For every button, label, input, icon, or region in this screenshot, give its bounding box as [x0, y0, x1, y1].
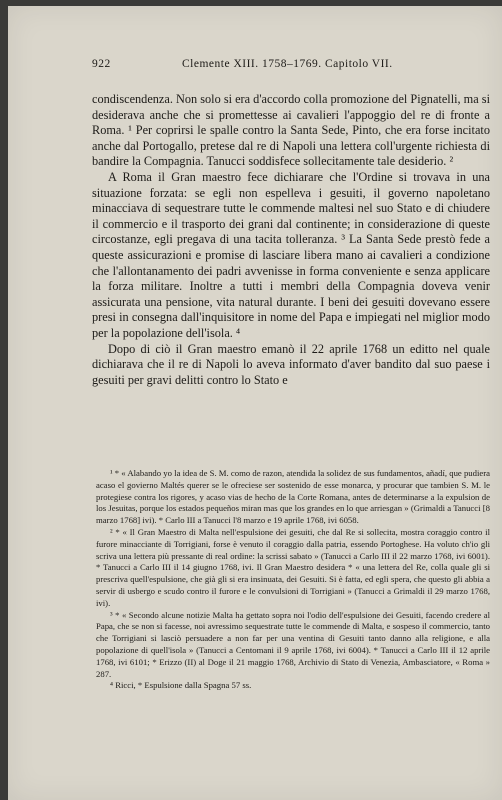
body-paragraph: Dopo di ciò il Gran maestro emanò il 22 aprile 1768 un editto nel quale dichiarava che il re di Napoli lo aveva informato d'aver bandito dal suo paese i gesuiti per gravi delitti contro lo Stato e [92, 341, 490, 387]
body-paragraph: A Roma il Gran maestro fece dichiarare che l'Ordine si trovava in una situazione forzata: se egli non espelleva i gesuiti, il governo napoletano minacciava di sequestrare tutte le commende maltesi nel suo Stato e di chiudere il commercio e il trasporto dei grani dal continente; in considerazione di queste circostanze, egli pregava di una tacita tolleranza. ³ La Santa Sede prestò fede a queste assicurazioni e promise di lasciare libera mano ai cavalieri a condizione che l'allontanamento dei padri avvenisse in forma conveniente e senza applicare la forza militare. Inoltre a tutti i membri della Compagnia doveva venir assicurata una pensione, vita natural durante. I beni dei gesuiti dovevano essere presi in consegna dall'inquisitore in nome del Papa e impiegati nel miglior modo per la popolazione dell'isola. ⁴ [92, 169, 490, 340]
page-header [92, 58, 488, 76]
running-title: Clemente XIII. 1758–1769. Capitolo VII. [182, 58, 393, 70]
footnote: ⁴ Ricci, * Espulsione dalla Spagna 57 ss. [110, 680, 252, 691]
page-number: 922 [92, 58, 111, 70]
footnotes [96, 468, 490, 692]
footnote: ² * « Il Gran Maestro di Malta nell'espulsione dei gesuiti, che dal Re si sollecita, mostra coraggio contro il furore minacciante di Torrigiani, forse è venuto il coraggio dalla patria, essendo Portoghese. Ha voluto ch'io gli scriva una lettera più pressante di real ordine: la scrissi sabato » (Tanucci a Carlo III il 22 marzo 1768, ivi 6001). * Tanucci a Carlo III il 14 giugno 1768, ivi. Il Gran Maestro desidera * « una lettera del Re, colla quale gli si prescriva quell'espulsione, che già gli si era insinuata, dei Gesuiti. Si è fatta, ed egli spera, che questo gli abbia a servir di usbergo e scudo contro il furore e le convulsioni di Torrigiani » (Tanucci a Grimaldi il 29 marzo 1768, ivi). [96, 526, 490, 608]
body-paragraph: condiscendenza. Non solo si era d'accordo colla promozione del Pignatelli, ma si desiderava anche che si promettesse ai cavalieri l'appoggio del re di fronte a Roma. ¹ Per coprirsi le spalle contro la Santa Sede, Pinto, che era forse incitato anche dal Portogallo, pretese dal re di Napoli una lettera coll'urgente richiesta di bandire la Compagnia. Tanucci soddisfece sollecitamente tale desiderio. ² [92, 92, 490, 169]
footnote: ¹ * « Alabando yo la idea de S. M. como de razon, atendida la solidez de sus fundamentos, añadí, que pudiera acaso el govierno Maltés querer se le ofreciese ser sostenido de esse monarca, y procurar que tambien S. M. le protegiese contra los rigores, y acaso vias de hecho de la Corte Romana, antes de determinarse a la expulsion de los Jesuitas, porque los estados pequeños miran mas que los grandes en lo que arriesgan » (Grimaldi a Tanucci [8 marzo 1768] ivi). * Carlo III a Tanucci l'8 marzo e 19 aprile 1768, ivi 6058. [96, 468, 490, 526]
footnote: ³ * « Secondo alcune notizie Malta ha gettato sopra noi l'odio dell'espulsione dei Gesuiti, facendo credere al Papa, che se non si facesse, noi avressimo sequestrate tutte le commende di Malta, e sospeso il commercio, tanto che Torrigiani si lasciò persuadere a non far per una ventina di Gesuiti tanto danno alla religione, e alla popolazione di quell'isola » (Tanucci a Centomani il 9 aprile 1768, ivi 6004). * Tanucci a Carlo III il 12 aprile 1768, ivi 6101; * Erizzo (II) al Doge il 21 maggio 1768, Archivio di Stato di Venezia, Ambasciatore, « Roma » 287. [96, 609, 490, 679]
body-text [92, 92, 490, 388]
book-page [8, 6, 502, 800]
